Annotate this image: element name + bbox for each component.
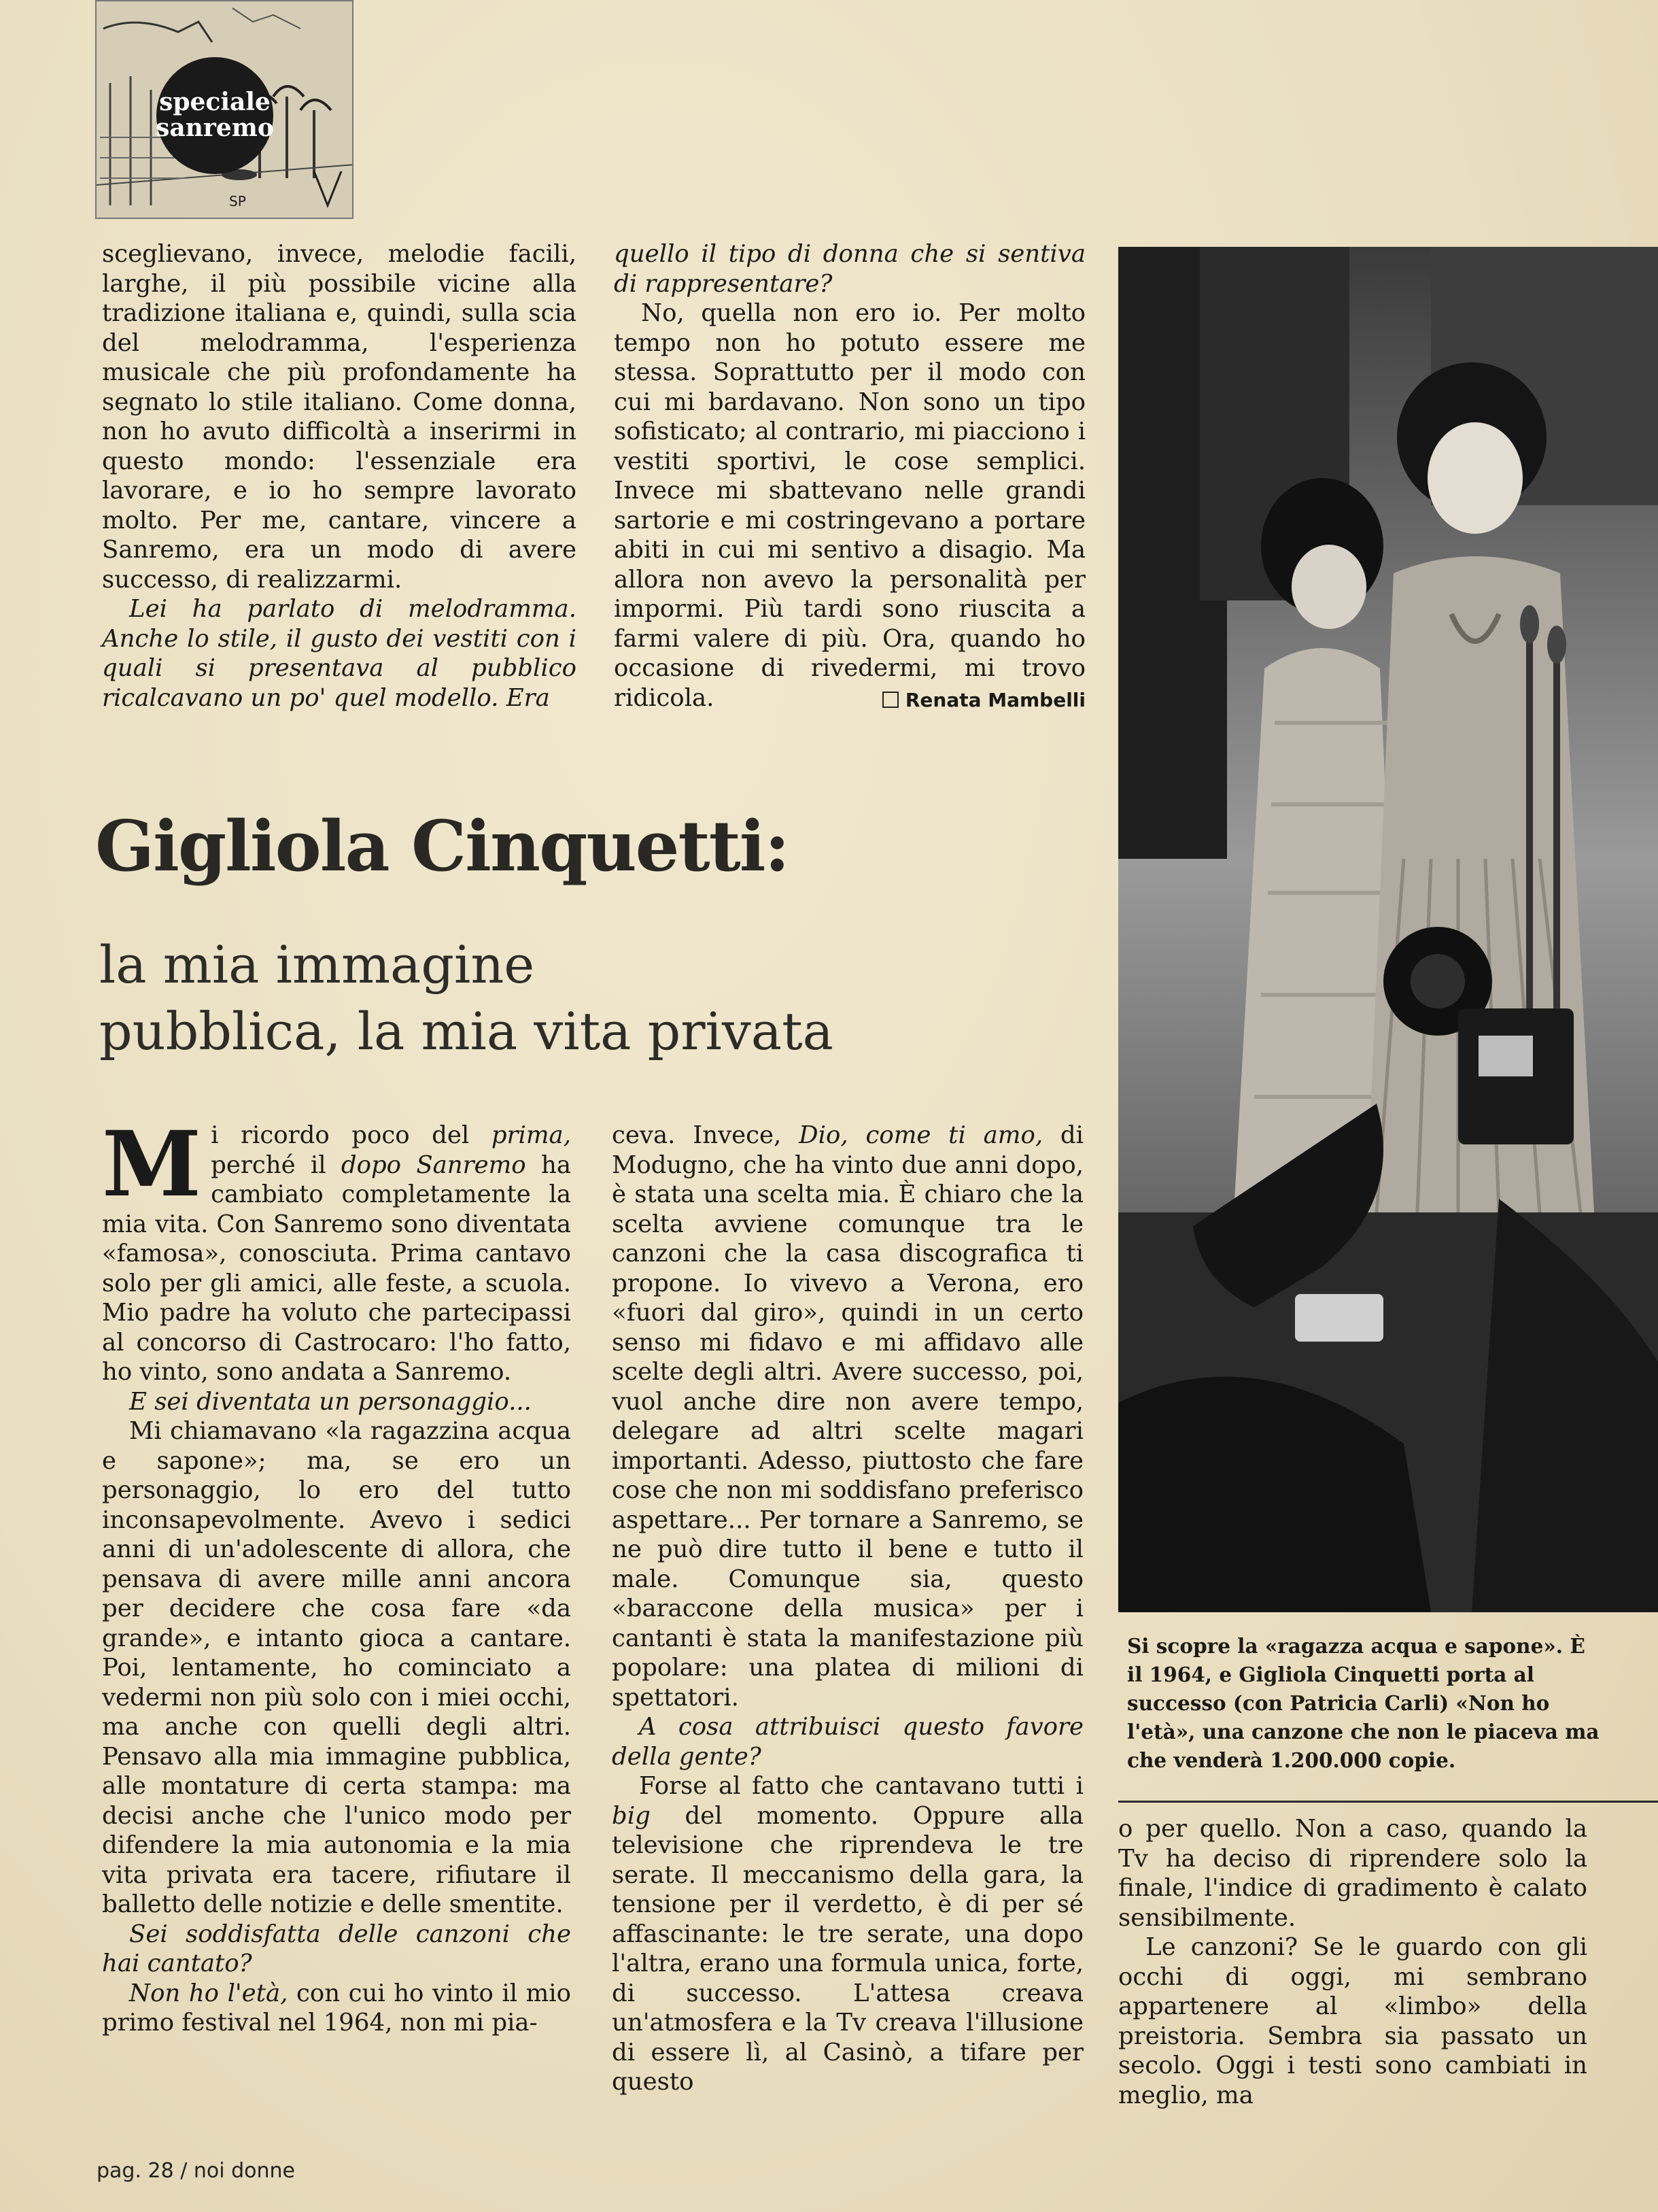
body-column-3: [1118, 1814, 1587, 2110]
logo-line1: speciale: [159, 88, 271, 117]
question-favore: A cosa attribuisci questo favore della gente?: [612, 1713, 1084, 1771]
intro-paragraph: [102, 1112, 571, 1387]
answer-favore-c: del momento. Oppure alla televisione che riprendeva le tre serate. Il meccanismo della gara, la tensione per il verdetto, è di per sé affascinante: le tre serate, una dopo l'altra, erano una formula unica, forte, di successo. L'attesa creava un'atmosfera e la Tv creava l'illusione di essere lì, al Casinò, a tifare per questo: [612, 1801, 1084, 2096]
col2-text-a: ceva. Invece,: [612, 1121, 799, 1149]
logo-line2: sanremo: [156, 114, 274, 142]
top-right-question: quello il tipo di donna che si sentiva di rappresentare?: [614, 240, 1086, 298]
photo-illustration: [1118, 247, 1658, 1612]
body-column-1: [102, 1112, 571, 2038]
article-subheadline: [99, 932, 1119, 1065]
answer-favore-a: Forse al fatto che cantavano tutti i: [639, 1772, 1084, 1800]
top-right-column: [614, 239, 1086, 715]
drop-cap: M: [102, 1112, 202, 1217]
photo-cinquetti-1964: [1118, 247, 1658, 1612]
intro-text-a: i ricordo poco del: [211, 1121, 491, 1149]
page-footer: pag. 28 / noi donne: [97, 2159, 296, 2183]
top-right-paragraph: No, quella non ero io. Per molto tempo non ho potuto essere me stessa. Soprattutto per il modo con cui mi bardavano. Non sono un tipo sofisticato; al contrario, mi piacciono i vestiti sportivi, le cose semplici. Invece mi sbattevano nelle grandi sartorie e mi costringevano a portare abiti in cui mi sentivo a disagio. Ma allora non avevo la personalità per impormi. Più tardi sono riuscita a farmi valere di più. Ora, quando ho occasione di rivedermi, mi trovo ridicola.: [614, 299, 1086, 712]
speciale-sanremo-badge: [156, 57, 273, 174]
caption-rule: [1118, 1801, 1658, 1803]
col2-text-c: di Modugno, che ha vinto due anni dopo, è stata una scelta mia. È chiaro che la scelta avviene comunque tra le canzoni che la casa discografica ti propone. Io vivevo a Verona, ero «fuori dal giro», quindi in un certo senso mi fidavo e mi affidavo alle scelte degli altri. Avere successo, poi, vuol anche dire non avere tempo, delegare ad altri scelte magari importanti. Adesso, piuttosto che fare cose che non mi soddisfano preferisco aspettare... Per tornare a Sanremo, se ne può dire tutto il bene e tutto il male. Comunque sia, questo «baraccone della musica» per i cantanti è stata la manifestazione più popolare: una platea di milioni di spettatori.: [612, 1121, 1084, 1712]
intro-text-d: dopo Sanremo: [341, 1151, 526, 1179]
logo-initials: SP: [229, 193, 246, 209]
answer-favore: [612, 1771, 1084, 2097]
col3-paragraph-1: o per quello. Non a caso, quando la Tv ha deciso di riprendere solo la finale, l'indice di gradimento è calato sensibilmente.: [1118, 1815, 1587, 1932]
col2-text-b: Dio, come ti amo,: [799, 1121, 1043, 1149]
top-left-question: Lei ha parlato di melodramma. Anche lo stile, il gusto dei vestiti con i quali si presentava al pubblico ricalcavano un po' quel modello. Era: [102, 595, 576, 712]
body-column-2: [612, 1121, 1084, 2097]
answer-canzoni-title: Non ho l'età,: [129, 1979, 288, 2007]
speciale-sanremo-logo: [95, 0, 353, 219]
intro-text-b: prima,: [491, 1121, 571, 1149]
top-left-column: [102, 239, 576, 713]
col2-paragraph-1: [612, 1121, 1084, 1712]
subhead-line2: pubblica, la mia vita privata: [99, 1001, 833, 1061]
answer-favore-b: big: [612, 1801, 651, 1830]
byline-name: Renata Mambelli: [905, 689, 1086, 711]
col3-paragraph-2: Le canzoni? Se le guardo con gli occhi di oggi, mi sembrano appartenere al «limbo» della preistoria. Sembra sia passato un secolo. Oggi i testi sono cambiati in meglio, ma: [1118, 1933, 1587, 2109]
intro-text-e: ha cambiato completamente la mia vita. Con Sanremo sono diventata «famosa», conosciuta. Prima cantavo solo per gli amici, alle feste, a scuola. Mio padre ha voluto che partecipassi al concorso di Castrocaro: l'ho fatto, ho vinto, sono andata a Sanremo.: [102, 1151, 571, 1386]
question-personaggio: E sei diventata un personaggio...: [129, 1387, 532, 1416]
answer-canzoni: [102, 1979, 571, 2038]
byline-box-icon: [882, 692, 899, 708]
article-headline: Gigliola Cinquetti:: [95, 806, 789, 887]
answer-canzoni-text: con cui ho vinto il mio primo festival nel 1964, non mi pia-: [102, 1979, 571, 2037]
photo-caption: Si scopre la «ragazza acqua e sapone». È il 1964, e Gigliola Cinquetti porta al successo (con Patricia Carli) «Non ho l'età», una canzone che non le piaceva ma che venderà 1.200.000 copie.: [1127, 1634, 1600, 1772]
subhead-line1: la mia immagine: [99, 934, 535, 995]
intro-text-c: perché il: [211, 1151, 341, 1179]
top-left-paragraph: sceglievano, invece, melodie facili, larghe, il più possibile vicine alla tradizione italiana e, quindi, sulla scia del melodramma, l'esperienza musicale che più profondamente ha segnato lo stile italiano. Come donna, non ho avuto difficoltà a inserirmi in questo mondo: l'essenziale era lavorare, e io ho sempre lavorato molto. Per me, cantare, vincere a Sanremo, era un modo di avere successo, di realizzarmi.: [102, 240, 576, 594]
question-canzoni: Sei soddisfatta delle canzoni che hai cantato?: [102, 1920, 571, 1977]
answer-personaggio: Mi chiamavano «la ragazzina acqua e sapone»; ma, se ero un personaggio, lo ero del tutto inconsapevolmente. Avevo i sedici anni di un'adolescente di allora, che pensava di avere mille anni ancora per decidere che cosa fare «da grande», e intanto gioca a cantare. Poi, lentamente, ho cominciato a vedermi non più solo con i miei occhi, ma anche con quelli degli altri. Pensavo alla mia immagine pubblica, alle montature di certa stampa: ma decisi anche che l'unico modo per difendere la mia autonomia e la mia vita privata era tacere, rifiutare il balletto delle notizie e delle smentite.: [102, 1417, 571, 1918]
